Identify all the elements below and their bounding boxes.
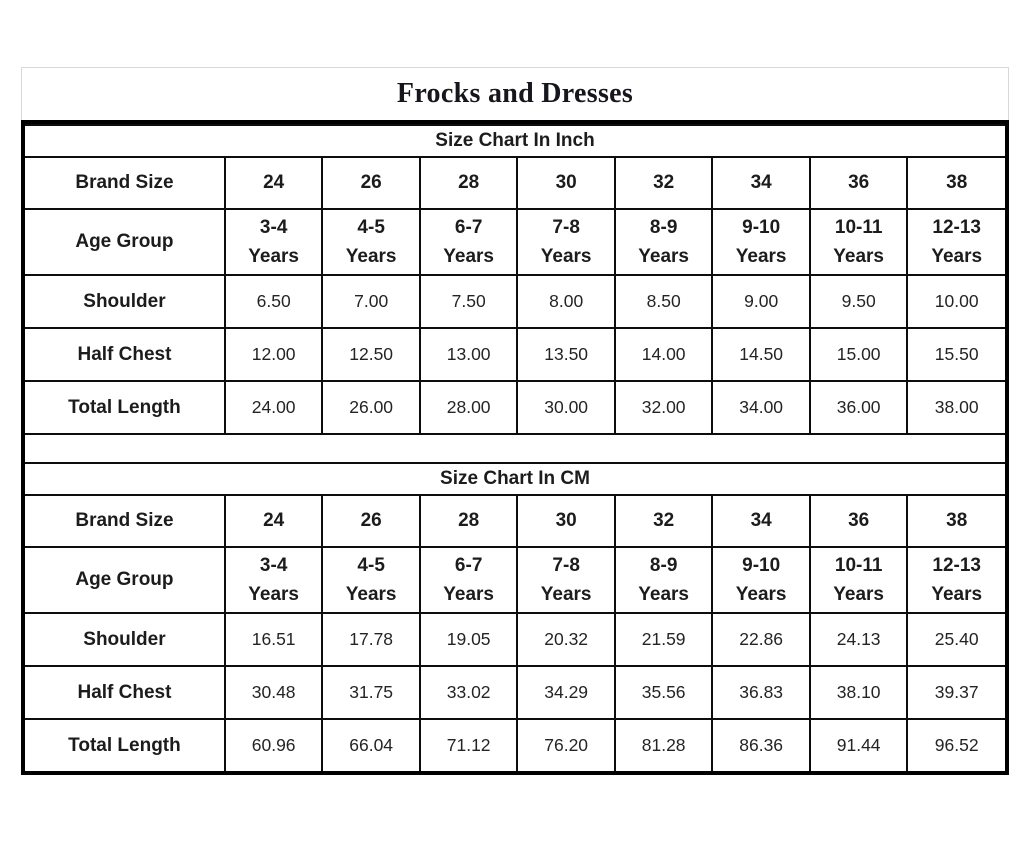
size-value-cell: 38.10 — [810, 666, 908, 719]
row-label: Half Chest — [25, 666, 225, 719]
size-value-cell: 28.00 — [420, 381, 518, 434]
size-value-cell: 35.56 — [615, 666, 713, 719]
size-value-cell: 39.37 — [907, 666, 1005, 719]
size-value-cell: 12.50 — [322, 328, 420, 381]
size-value-cell: 8-9 Years — [615, 209, 713, 275]
table-row — [25, 613, 1005, 666]
table-row — [25, 157, 1005, 209]
size-value-cell: 7-8 Years — [517, 209, 615, 275]
size-value-cell: 22.86 — [712, 613, 810, 666]
size-value-cell: 33.02 — [420, 666, 518, 719]
size-value-cell: 15.50 — [907, 328, 1005, 381]
size-value-cell: 32.00 — [615, 381, 713, 434]
size-value-cell: 10.00 — [907, 275, 1005, 328]
size-value-cell: 8-9 Years — [615, 547, 713, 613]
size-value-cell: 10-11 Years — [810, 547, 908, 613]
size-value-cell: 30 — [517, 495, 615, 547]
size-value-cell: 25.40 — [907, 613, 1005, 666]
row-label: Shoulder — [25, 613, 225, 666]
size-value-cell: 30.48 — [225, 666, 323, 719]
size-value-cell: 34 — [712, 157, 810, 209]
size-value-cell: 34.00 — [712, 381, 810, 434]
table-row — [25, 328, 1005, 381]
size-chart-table-cm — [25, 462, 1005, 771]
section-title-row — [25, 125, 1005, 157]
size-value-cell: 76.20 — [517, 719, 615, 771]
size-value-cell: 15.00 — [810, 328, 908, 381]
row-label: Age Group — [25, 209, 225, 275]
size-value-cell: 6-7 Years — [420, 209, 518, 275]
row-label: Total Length — [25, 719, 225, 771]
title-box — [21, 67, 1009, 120]
tables-frame — [21, 120, 1009, 775]
size-value-cell: 34 — [712, 495, 810, 547]
size-value-cell: 32 — [615, 495, 713, 547]
size-value-cell: 7-8 Years — [517, 547, 615, 613]
size-value-cell: 36 — [810, 157, 908, 209]
row-label: Brand Size — [25, 157, 225, 209]
size-value-cell: 3-4 Years — [225, 209, 323, 275]
section-title-row — [25, 463, 1005, 495]
size-value-cell: 9-10 Years — [712, 547, 810, 613]
size-value-cell: 12-13 Years — [907, 547, 1005, 613]
size-value-cell: 26 — [322, 495, 420, 547]
size-value-cell: 24 — [225, 495, 323, 547]
size-value-cell: 12.00 — [225, 328, 323, 381]
size-value-cell: 28 — [420, 157, 518, 209]
section-title: Size Chart In CM — [25, 463, 1005, 495]
row-label: Shoulder — [25, 275, 225, 328]
size-value-cell: 30 — [517, 157, 615, 209]
size-value-cell: 4-5 Years — [322, 547, 420, 613]
size-value-cell: 14.00 — [615, 328, 713, 381]
table-row — [25, 495, 1005, 547]
size-value-cell: 16.51 — [225, 613, 323, 666]
size-chart-sheet — [21, 67, 1009, 775]
size-value-cell: 24.00 — [225, 381, 323, 434]
size-value-cell: 17.78 — [322, 613, 420, 666]
size-value-cell: 31.75 — [322, 666, 420, 719]
size-value-cell: 38.00 — [907, 381, 1005, 434]
size-value-cell: 38 — [907, 157, 1005, 209]
size-value-cell: 14.50 — [712, 328, 810, 381]
size-value-cell: 26 — [322, 157, 420, 209]
size-value-cell: 91.44 — [810, 719, 908, 771]
size-value-cell: 24.13 — [810, 613, 908, 666]
size-value-cell: 19.05 — [420, 613, 518, 666]
size-value-cell: 71.12 — [420, 719, 518, 771]
size-value-cell: 81.28 — [615, 719, 713, 771]
size-value-cell: 8.00 — [517, 275, 615, 328]
table-row — [25, 209, 1005, 275]
section-title: Size Chart In Inch — [25, 125, 1005, 157]
size-value-cell: 38 — [907, 495, 1005, 547]
table-row — [25, 666, 1005, 719]
size-value-cell: 30.00 — [517, 381, 615, 434]
size-value-cell: 20.32 — [517, 613, 615, 666]
size-value-cell: 26.00 — [322, 381, 420, 434]
size-value-cell: 86.36 — [712, 719, 810, 771]
page-title: Frocks and Dresses — [396, 78, 634, 109]
size-chart-table-inch — [25, 124, 1005, 435]
size-value-cell: 8.50 — [615, 275, 713, 328]
size-value-cell: 66.04 — [322, 719, 420, 771]
size-value-cell: 24 — [225, 157, 323, 209]
size-value-cell: 36.83 — [712, 666, 810, 719]
table-row — [25, 275, 1005, 328]
size-value-cell: 7.50 — [420, 275, 518, 328]
row-label: Age Group — [25, 547, 225, 613]
size-value-cell: 3-4 Years — [225, 547, 323, 613]
size-value-cell: 9.00 — [712, 275, 810, 328]
size-value-cell: 6-7 Years — [420, 547, 518, 613]
size-value-cell: 7.00 — [322, 275, 420, 328]
row-label: Half Chest — [25, 328, 225, 381]
spacer-row — [25, 435, 1005, 462]
table-row — [25, 719, 1005, 771]
size-value-cell: 96.52 — [907, 719, 1005, 771]
size-value-cell: 36 — [810, 495, 908, 547]
row-label: Total Length — [25, 381, 225, 434]
size-value-cell: 13.50 — [517, 328, 615, 381]
size-value-cell: 13.00 — [420, 328, 518, 381]
table-row — [25, 381, 1005, 434]
size-value-cell: 6.50 — [225, 275, 323, 328]
size-value-cell: 36.00 — [810, 381, 908, 434]
size-value-cell: 9.50 — [810, 275, 908, 328]
size-value-cell: 21.59 — [615, 613, 713, 666]
row-label: Brand Size — [25, 495, 225, 547]
size-value-cell: 60.96 — [225, 719, 323, 771]
size-value-cell: 9-10 Years — [712, 209, 810, 275]
size-value-cell: 4-5 Years — [322, 209, 420, 275]
size-value-cell: 10-11 Years — [810, 209, 908, 275]
size-value-cell: 28 — [420, 495, 518, 547]
table-row — [25, 547, 1005, 613]
size-value-cell: 32 — [615, 157, 713, 209]
size-value-cell: 34.29 — [517, 666, 615, 719]
size-value-cell: 12-13 Years — [907, 209, 1005, 275]
